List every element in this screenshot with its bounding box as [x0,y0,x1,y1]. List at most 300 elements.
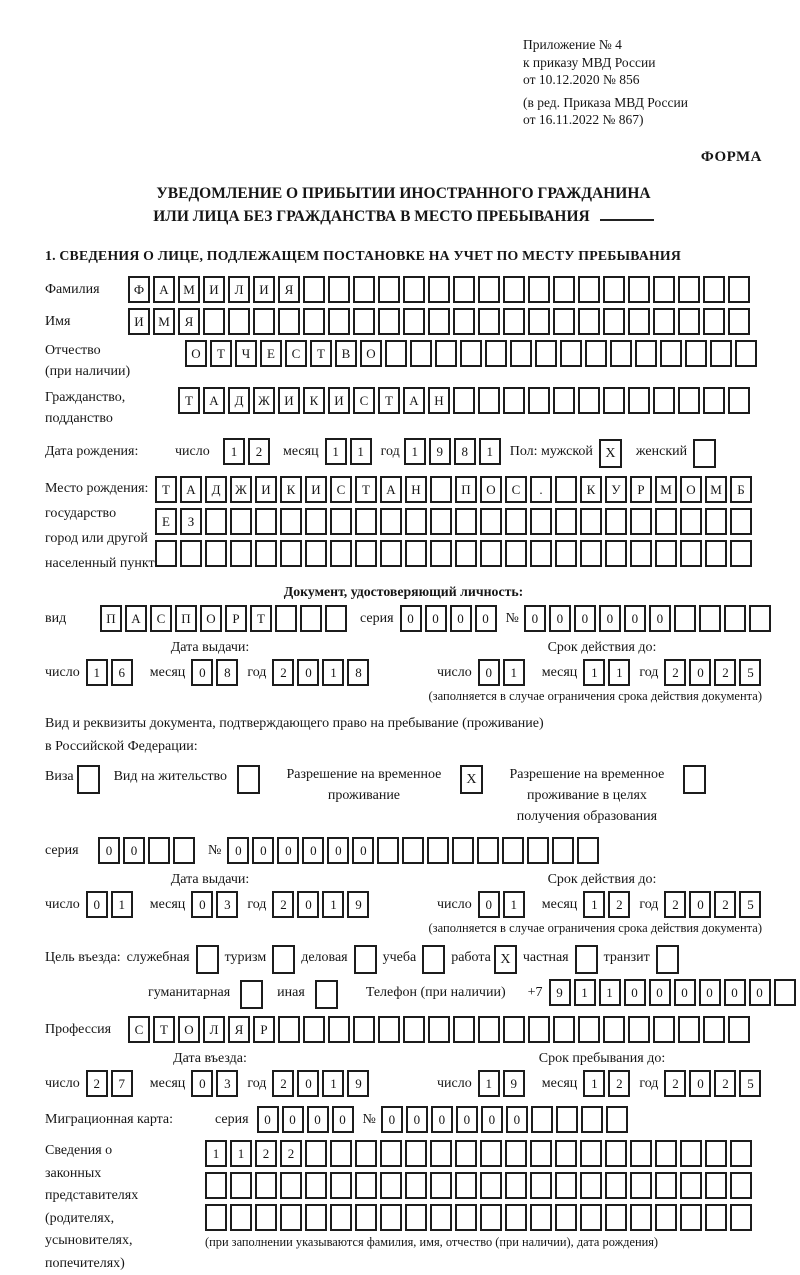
char-cell[interactable]: 1 [223,438,245,465]
char-cell[interactable]: 3 [216,891,238,918]
char-cell[interactable] [353,276,375,303]
char-cell[interactable]: 0 [649,605,671,632]
char-cell[interactable] [430,1204,452,1231]
char-cell[interactable]: 0 [524,605,546,632]
char-cell[interactable]: 0 [297,659,319,686]
legal-cells-row2[interactable] [205,1172,755,1199]
char-cell[interactable] [680,508,702,535]
char-cell[interactable] [505,540,527,567]
char-cell[interactable] [305,1172,327,1199]
surname-cells[interactable] [128,276,753,303]
char-cell[interactable] [580,1140,602,1167]
char-cell[interactable]: 0 [191,659,213,686]
char-cell[interactable] [300,605,322,632]
char-cell[interactable] [680,540,702,567]
char-cell[interactable]: 0 [191,891,213,918]
char-cell[interactable] [578,308,600,335]
char-cell[interactable] [255,1204,277,1231]
char-cell[interactable] [253,308,275,335]
char-cell[interactable]: 0 [689,659,711,686]
char-cell[interactable]: 1 [350,438,372,465]
char-cell[interactable] [555,1172,577,1199]
char-cell[interactable] [730,1172,752,1199]
char-cell[interactable] [385,340,407,367]
char-cell[interactable] [378,1016,400,1043]
char-cell[interactable] [403,276,425,303]
char-cell[interactable]: 2 [272,1070,294,1097]
char-cell[interactable] [703,1016,725,1043]
char-cell[interactable] [728,308,750,335]
char-cell[interactable] [403,1016,425,1043]
char-cell[interactable] [255,1172,277,1199]
char-cell[interactable] [380,1172,402,1199]
char-cell[interactable] [405,1140,427,1167]
char-cell[interactable]: А [180,476,202,503]
char-cell[interactable]: Л [228,276,250,303]
char-cell[interactable]: 1 [583,1070,605,1097]
char-cell[interactable] [303,308,325,335]
char-cell[interactable] [405,508,427,535]
char-cell[interactable] [478,1016,500,1043]
char-cell[interactable]: 9 [347,1070,369,1097]
char-cell[interactable] [330,1140,352,1167]
char-cell[interactable] [680,1204,702,1231]
char-cell[interactable] [680,1172,702,1199]
char-cell[interactable]: 0 [478,659,500,686]
char-cell[interactable]: К [580,476,602,503]
char-cell[interactable]: Д [205,476,227,503]
char-cell[interactable]: 5 [739,1070,761,1097]
doc-expiry-year-cells[interactable] [664,659,764,686]
char-cell[interactable] [230,540,252,567]
char-cell[interactable] [503,387,525,414]
char-cell[interactable]: 1 [205,1140,227,1167]
purpose-transit-checkbox[interactable] [656,945,679,974]
doc-expiry-month-cells[interactable] [583,659,633,686]
char-cell[interactable]: 0 [352,837,374,864]
purpose-private-checkbox[interactable] [575,945,598,974]
birth-year-cells[interactable] [404,438,504,465]
char-cell[interactable]: Я [178,308,200,335]
char-cell[interactable]: 0 [98,837,120,864]
char-cell[interactable] [505,1172,527,1199]
char-cell[interactable]: Ж [230,476,252,503]
char-cell[interactable] [402,837,424,864]
char-cell[interactable]: 0 [123,837,145,864]
char-cell[interactable] [303,1016,325,1043]
char-cell[interactable]: 1 [111,891,133,918]
char-cell[interactable] [628,308,650,335]
residence-expiry-year-cells[interactable] [664,891,764,918]
char-cell[interactable] [230,1204,252,1231]
char-cell[interactable]: И [305,476,327,503]
char-cell[interactable]: Н [428,387,450,414]
sex-male-checkbox[interactable]: X [599,439,622,468]
char-cell[interactable]: . [530,476,552,503]
char-cell[interactable] [655,1172,677,1199]
char-cell[interactable] [555,540,577,567]
char-cell[interactable] [555,1140,577,1167]
char-cell[interactable]: М [178,276,200,303]
char-cell[interactable] [605,1140,627,1167]
char-cell[interactable] [553,308,575,335]
char-cell[interactable]: 0 [227,837,249,864]
char-cell[interactable]: А [403,387,425,414]
char-cell[interactable] [430,540,452,567]
doc-number-cells[interactable] [524,605,774,632]
citizenship-cells[interactable] [178,387,753,414]
char-cell[interactable] [699,605,721,632]
char-cell[interactable] [305,540,327,567]
char-cell[interactable] [628,276,650,303]
profession-cells[interactable] [128,1016,753,1043]
char-cell[interactable]: 8 [347,659,369,686]
char-cell[interactable] [205,508,227,535]
birth-place-cells-row3[interactable] [155,540,755,567]
char-cell[interactable] [305,1140,327,1167]
char-cell[interactable]: 7 [111,1070,133,1097]
char-cell[interactable]: К [280,476,302,503]
char-cell[interactable] [455,540,477,567]
purpose-other-checkbox[interactable] [315,980,338,1009]
char-cell[interactable]: 1 [479,438,501,465]
char-cell[interactable]: 9 [503,1070,525,1097]
char-cell[interactable]: Р [225,605,247,632]
char-cell[interactable] [355,1172,377,1199]
char-cell[interactable] [380,508,402,535]
char-cell[interactable]: 2 [248,438,270,465]
char-cell[interactable] [205,1172,227,1199]
temp-residence-edu-checkbox[interactable] [683,765,706,794]
char-cell[interactable]: 0 [297,891,319,918]
char-cell[interactable]: 5 [739,659,761,686]
char-cell[interactable] [728,387,750,414]
char-cell[interactable]: 0 [297,1070,319,1097]
doc-series-cells[interactable] [400,605,500,632]
char-cell[interactable]: 9 [549,979,571,1006]
doc-issue-day-cells[interactable] [86,659,136,686]
char-cell[interactable] [505,1204,527,1231]
birth-day-cells[interactable] [223,438,273,465]
char-cell[interactable] [485,340,507,367]
char-cell[interactable]: Я [278,276,300,303]
char-cell[interactable]: 2 [664,1070,686,1097]
char-cell[interactable]: 2 [608,1070,630,1097]
char-cell[interactable]: П [100,605,122,632]
char-cell[interactable] [653,276,675,303]
char-cell[interactable]: Т [153,1016,175,1043]
phone-cells[interactable] [549,979,799,1006]
char-cell[interactable] [553,1016,575,1043]
temp-residence-checkbox[interactable]: X [460,765,483,794]
char-cell[interactable] [603,308,625,335]
char-cell[interactable] [628,1016,650,1043]
char-cell[interactable]: О [200,605,222,632]
char-cell[interactable]: 6 [111,659,133,686]
visa-checkbox[interactable] [77,765,100,794]
char-cell[interactable] [203,308,225,335]
char-cell[interactable] [730,1140,752,1167]
char-cell[interactable] [355,540,377,567]
char-cell[interactable] [230,1172,252,1199]
char-cell[interactable]: 1 [608,659,630,686]
char-cell[interactable]: С [505,476,527,503]
char-cell[interactable] [180,540,202,567]
char-cell[interactable] [685,340,707,367]
char-cell[interactable] [503,276,525,303]
char-cell[interactable]: Д [228,387,250,414]
char-cell[interactable]: 0 [257,1106,279,1133]
char-cell[interactable] [653,308,675,335]
char-cell[interactable] [503,308,525,335]
char-cell[interactable]: 0 [478,891,500,918]
char-cell[interactable] [728,276,750,303]
char-cell[interactable]: 1 [404,438,426,465]
residence-issue-year-cells[interactable] [272,891,372,918]
char-cell[interactable]: С [150,605,172,632]
stay-year-cells[interactable] [664,1070,764,1097]
char-cell[interactable]: 8 [216,659,238,686]
char-cell[interactable] [578,276,600,303]
char-cell[interactable] [430,1172,452,1199]
char-cell[interactable]: И [128,308,150,335]
char-cell[interactable]: О [185,340,207,367]
char-cell[interactable] [528,308,550,335]
char-cell[interactable]: У [605,476,627,503]
residence-number-cells[interactable] [227,837,602,864]
char-cell[interactable] [603,387,625,414]
char-cell[interactable] [580,1172,602,1199]
char-cell[interactable]: Е [260,340,282,367]
char-cell[interactable]: 0 [574,605,596,632]
char-cell[interactable] [330,1204,352,1231]
char-cell[interactable] [774,979,796,1006]
char-cell[interactable]: 2 [255,1140,277,1167]
char-cell[interactable]: 2 [280,1140,302,1167]
char-cell[interactable] [255,508,277,535]
char-cell[interactable] [305,1204,327,1231]
char-cell[interactable] [606,1106,628,1133]
char-cell[interactable] [428,1016,450,1043]
char-cell[interactable] [452,837,474,864]
char-cell[interactable] [435,340,457,367]
char-cell[interactable] [610,340,632,367]
char-cell[interactable]: А [380,476,402,503]
char-cell[interactable] [173,837,195,864]
char-cell[interactable] [653,387,675,414]
char-cell[interactable] [380,540,402,567]
char-cell[interactable] [478,308,500,335]
char-cell[interactable]: И [328,387,350,414]
char-cell[interactable] [580,1204,602,1231]
char-cell[interactable] [530,540,552,567]
char-cell[interactable]: 2 [714,1070,736,1097]
char-cell[interactable] [275,605,297,632]
char-cell[interactable] [228,308,250,335]
purpose-business-checkbox[interactable] [354,945,377,974]
char-cell[interactable]: 0 [425,605,447,632]
doc-issue-month-cells[interactable] [191,659,241,686]
char-cell[interactable] [328,308,350,335]
char-cell[interactable] [478,387,500,414]
char-cell[interactable] [480,1140,502,1167]
char-cell[interactable]: 0 [674,979,696,1006]
char-cell[interactable]: 1 [599,979,621,1006]
char-cell[interactable] [380,1204,402,1231]
char-cell[interactable]: 0 [252,837,274,864]
char-cell[interactable] [405,1204,427,1231]
char-cell[interactable] [630,508,652,535]
char-cell[interactable]: 2 [272,891,294,918]
purpose-official-checkbox[interactable] [196,945,219,974]
char-cell[interactable] [280,1204,302,1231]
char-cell[interactable] [703,308,725,335]
char-cell[interactable] [480,1204,502,1231]
char-cell[interactable] [503,1016,525,1043]
char-cell[interactable] [155,540,177,567]
char-cell[interactable]: Л [203,1016,225,1043]
char-cell[interactable] [603,1016,625,1043]
char-cell[interactable]: К [303,387,325,414]
char-cell[interactable] [530,1140,552,1167]
char-cell[interactable] [630,1172,652,1199]
char-cell[interactable] [724,605,746,632]
char-cell[interactable]: М [705,476,727,503]
char-cell[interactable] [605,508,627,535]
char-cell[interactable] [505,1140,527,1167]
char-cell[interactable] [405,540,427,567]
char-cell[interactable]: О [360,340,382,367]
char-cell[interactable]: Я [228,1016,250,1043]
char-cell[interactable] [353,1016,375,1043]
legal-cells-row3[interactable] [205,1204,755,1231]
char-cell[interactable] [278,1016,300,1043]
char-cell[interactable] [710,340,732,367]
entry-day-cells[interactable] [86,1070,136,1097]
char-cell[interactable] [505,508,527,535]
char-cell[interactable] [430,508,452,535]
char-cell[interactable]: Т [178,387,200,414]
char-cell[interactable]: З [180,508,202,535]
char-cell[interactable]: Т [378,387,400,414]
char-cell[interactable]: Р [253,1016,275,1043]
char-cell[interactable] [578,387,600,414]
char-cell[interactable]: 0 [724,979,746,1006]
char-cell[interactable]: 0 [277,837,299,864]
char-cell[interactable] [749,605,771,632]
char-cell[interactable] [553,387,575,414]
char-cell[interactable]: 1 [583,891,605,918]
char-cell[interactable]: 2 [272,659,294,686]
char-cell[interactable]: 1 [322,659,344,686]
char-cell[interactable]: 0 [649,979,671,1006]
char-cell[interactable] [378,276,400,303]
char-cell[interactable]: Б [730,476,752,503]
char-cell[interactable] [530,1204,552,1231]
char-cell[interactable] [205,1204,227,1231]
char-cell[interactable] [405,1172,427,1199]
char-cell[interactable] [205,540,227,567]
char-cell[interactable]: П [455,476,477,503]
char-cell[interactable]: 0 [624,979,646,1006]
char-cell[interactable] [453,276,475,303]
char-cell[interactable]: А [203,387,225,414]
char-cell[interactable] [305,508,327,535]
char-cell[interactable] [230,508,252,535]
char-cell[interactable]: 0 [699,979,721,1006]
char-cell[interactable]: 0 [506,1106,528,1133]
char-cell[interactable] [530,1172,552,1199]
char-cell[interactable] [660,340,682,367]
residence-issue-month-cells[interactable] [191,891,241,918]
char-cell[interactable]: Н [405,476,427,503]
stay-month-cells[interactable] [583,1070,633,1097]
char-cell[interactable]: 1 [503,659,525,686]
char-cell[interactable]: С [285,340,307,367]
char-cell[interactable] [377,837,399,864]
char-cell[interactable] [455,1140,477,1167]
doc-issue-year-cells[interactable] [272,659,372,686]
char-cell[interactable] [403,308,425,335]
char-cell[interactable]: 0 [481,1106,503,1133]
char-cell[interactable] [527,837,549,864]
char-cell[interactable] [653,1016,675,1043]
char-cell[interactable] [678,387,700,414]
char-cell[interactable] [355,1204,377,1231]
char-cell[interactable]: 8 [454,438,476,465]
char-cell[interactable] [325,605,347,632]
char-cell[interactable]: 1 [86,659,108,686]
char-cell[interactable]: В [335,340,357,367]
char-cell[interactable] [330,1172,352,1199]
char-cell[interactable]: 9 [347,891,369,918]
char-cell[interactable]: 0 [302,837,324,864]
char-cell[interactable] [703,276,725,303]
char-cell[interactable] [630,1140,652,1167]
char-cell[interactable] [730,540,752,567]
char-cell[interactable] [480,1172,502,1199]
char-cell[interactable]: 2 [664,891,686,918]
char-cell[interactable] [502,837,524,864]
migration-number-cells[interactable] [381,1106,631,1133]
purpose-study-checkbox[interactable] [422,945,445,974]
char-cell[interactable] [580,540,602,567]
char-cell[interactable]: 0 [86,891,108,918]
char-cell[interactable] [580,508,602,535]
char-cell[interactable]: 2 [664,659,686,686]
char-cell[interactable] [556,1106,578,1133]
char-cell[interactable] [728,1016,750,1043]
char-cell[interactable] [705,1140,727,1167]
stay-day-cells[interactable] [478,1070,528,1097]
char-cell[interactable]: 1 [325,438,347,465]
char-cell[interactable]: И [203,276,225,303]
char-cell[interactable]: 2 [608,891,630,918]
char-cell[interactable] [330,508,352,535]
char-cell[interactable]: 0 [332,1106,354,1133]
char-cell[interactable]: 0 [307,1106,329,1133]
residence-expiry-month-cells[interactable] [583,891,633,918]
char-cell[interactable] [455,1172,477,1199]
char-cell[interactable] [328,276,350,303]
char-cell[interactable]: 0 [549,605,571,632]
char-cell[interactable]: 0 [406,1106,428,1133]
char-cell[interactable]: О [480,476,502,503]
char-cell[interactable]: П [175,605,197,632]
char-cell[interactable] [730,508,752,535]
char-cell[interactable] [510,340,532,367]
char-cell[interactable]: 0 [475,605,497,632]
